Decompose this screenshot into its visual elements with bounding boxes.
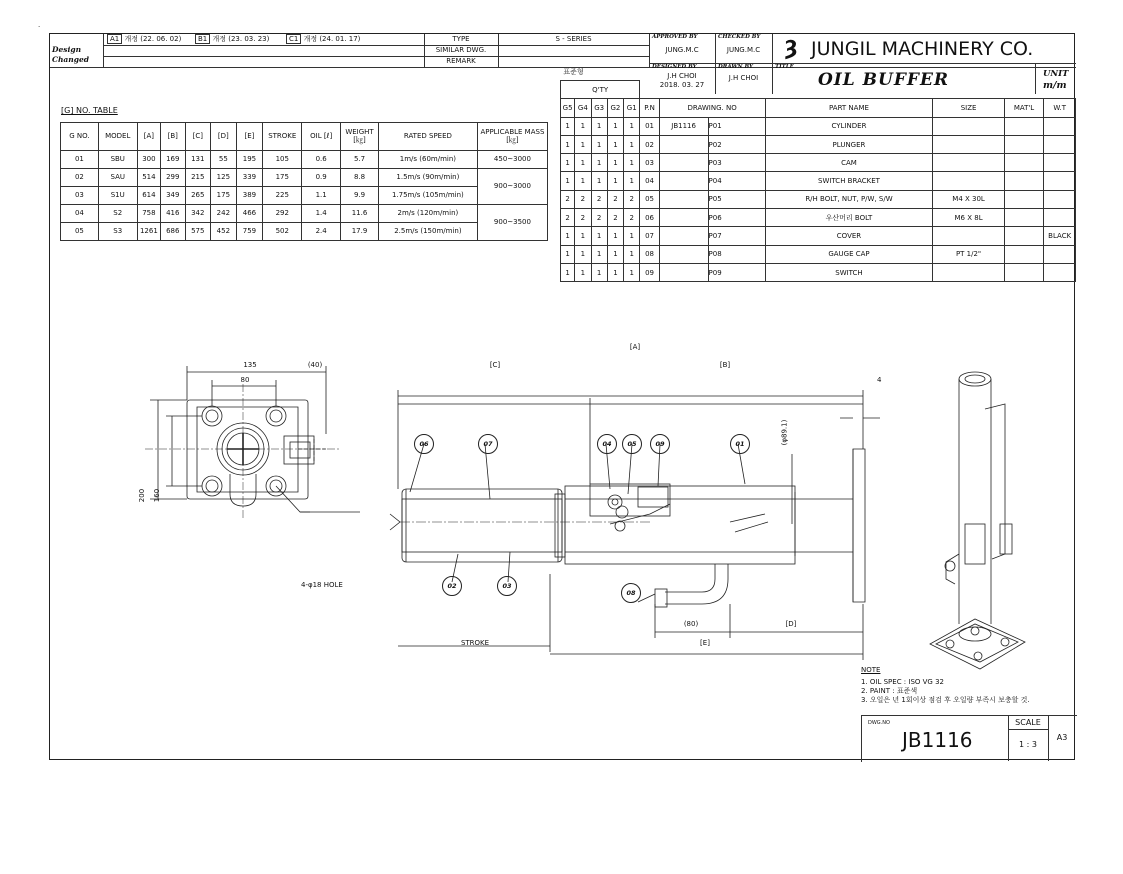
scale-value: 1 : 3 xyxy=(1019,740,1037,749)
weight-cell xyxy=(1044,135,1076,153)
material-cell xyxy=(1004,135,1044,153)
size-cell: M6 X 8L xyxy=(933,209,1004,227)
design-changed-label: Design Changed xyxy=(52,45,89,64)
material-cell xyxy=(1004,227,1044,245)
g-table-cell: 452 xyxy=(211,223,237,241)
g-table-cell: 450~3000 xyxy=(477,151,547,169)
drawing-no-cell xyxy=(659,227,708,245)
g-table-cell: 575 xyxy=(185,223,211,241)
pn-cell: 04 xyxy=(640,172,659,190)
dim-dia: (φ89.1) xyxy=(780,419,789,446)
g-table-cell: 169 xyxy=(161,151,185,169)
material-cell xyxy=(1004,209,1044,227)
g-table-cell: 0.6 xyxy=(302,151,341,169)
parts-row xyxy=(561,190,1076,208)
dim-e: [E] xyxy=(700,639,710,647)
qty-cell: 1 xyxy=(591,117,607,135)
weight-cell xyxy=(1044,172,1076,190)
weight-cell xyxy=(1044,209,1076,227)
parts-header: G1 xyxy=(624,99,640,117)
balloon-07: 07 xyxy=(478,434,498,454)
balloon-01: 01 xyxy=(730,434,750,454)
dim-80-side: (80) xyxy=(683,620,699,628)
isometric-view xyxy=(930,372,1025,669)
hole-callout: 4-φ18 HOLE xyxy=(301,581,343,589)
note-line: 2. PAINT : 표준색 xyxy=(861,687,918,695)
parts-header: P.N xyxy=(640,99,659,117)
g-table-cell: 514 xyxy=(137,169,160,187)
unit-label: UNIT xyxy=(1043,69,1069,79)
parts-table xyxy=(560,80,1076,282)
parts-header: W.T xyxy=(1044,99,1076,117)
parts-row xyxy=(561,117,1076,135)
qty-cell: 1 xyxy=(624,227,640,245)
parts-header: PART NAME xyxy=(765,99,933,117)
dim-200: 200 xyxy=(138,488,147,503)
parts-header: DRAWING. NO xyxy=(659,99,765,117)
drawing-no-cell xyxy=(659,245,708,263)
g-table-cell: 215 xyxy=(185,169,211,187)
parts-header-row xyxy=(561,99,1076,117)
g-table-header: WEIGHT [㎏] xyxy=(341,123,379,151)
g-table-row xyxy=(61,151,548,169)
weight-cell xyxy=(1044,190,1076,208)
part-code-cell: P09 xyxy=(708,263,765,281)
company-name: JUNGIL MACHINERY CO. xyxy=(811,38,1034,60)
drawing-no-cell xyxy=(659,209,708,227)
g-table-cell: 1261 xyxy=(137,223,160,241)
qty-cell: 2 xyxy=(607,190,623,208)
qty-cell: 1 xyxy=(591,154,607,172)
qty-cell: 1 xyxy=(591,227,607,245)
qty-cell: 1 xyxy=(607,172,623,190)
dim-160: 160 xyxy=(153,488,162,503)
g-table-header-row xyxy=(61,123,548,151)
pn-cell: 02 xyxy=(640,135,659,153)
type-value: S - SERIES xyxy=(555,35,592,43)
parts-row xyxy=(561,245,1076,263)
qty-cell: 1 xyxy=(607,154,623,172)
drawn-by-label: DRAWN BY xyxy=(718,64,753,70)
part-code-cell: P04 xyxy=(708,172,765,190)
weight-cell xyxy=(1044,117,1076,135)
qty-cell: 1 xyxy=(575,263,591,281)
g-table-cell: 300 xyxy=(137,151,160,169)
top-view xyxy=(145,366,360,519)
drawing-no-cell xyxy=(659,135,708,153)
balloon-04: 04 xyxy=(597,434,617,454)
drawing-no-cell xyxy=(659,172,708,190)
parts-header: MAT'L xyxy=(1004,99,1044,117)
parts-qty-row xyxy=(561,81,1076,99)
g-table-cell: S3 xyxy=(98,223,137,241)
parts-header: SIZE xyxy=(933,99,1004,117)
g-table-caption: [G] NO. TABLE xyxy=(61,106,118,115)
material-cell xyxy=(1004,245,1044,263)
g-table-cell: 175 xyxy=(263,169,302,187)
notes-title: NOTE xyxy=(861,666,881,674)
qty-cell: 1 xyxy=(575,135,591,153)
balloon-03: 03 xyxy=(497,576,517,596)
g-table-cell: 03 xyxy=(61,187,99,205)
paper-size: A3 xyxy=(1056,733,1068,742)
pn-cell: 09 xyxy=(640,263,659,281)
g-table-header: [D] xyxy=(211,123,237,151)
dim-80: 80 xyxy=(240,376,250,384)
similar-dwg-label: SIMILAR DWG. xyxy=(435,46,487,54)
g-table-header: RATED SPEED xyxy=(378,123,477,151)
pn-cell: 07 xyxy=(640,227,659,245)
qty-cell: 2 xyxy=(575,190,591,208)
g-table-cell: 175 xyxy=(211,187,237,205)
g-table-cell: 2.5m/s (150m/min) xyxy=(378,223,477,241)
g-table-cell: 292 xyxy=(263,205,302,223)
pn-cell: 08 xyxy=(640,245,659,263)
g-table-cell: 389 xyxy=(236,187,263,205)
part-name-cell: CAM xyxy=(765,154,933,172)
size-cell xyxy=(933,227,1004,245)
drawing-title: OIL BUFFER xyxy=(818,70,950,90)
g-table-cell: 8.8 xyxy=(341,169,379,187)
qty-cell: 1 xyxy=(575,227,591,245)
designed-by-name: J.H CHOI xyxy=(667,72,697,80)
part-code-cell: P03 xyxy=(708,154,765,172)
checked-by-label: CHECKED BY xyxy=(718,34,761,40)
g-table-cell: 299 xyxy=(161,169,185,187)
qty-cell: 1 xyxy=(624,245,640,263)
remark-value: 표준형 xyxy=(563,68,584,76)
part-code-cell: P08 xyxy=(708,245,765,263)
note-line: 1. OIL SPEC : ISO VG 32 xyxy=(861,678,944,686)
qty-cell: 2 xyxy=(591,190,607,208)
size-cell xyxy=(933,172,1004,190)
g-table-header: APPLICABLE MASS [㎏] xyxy=(477,123,547,151)
scale-label: SCALE xyxy=(1015,718,1041,727)
g-table-cell: SBU xyxy=(98,151,137,169)
qty-cell: 1 xyxy=(561,172,575,190)
drawing-no-cell xyxy=(659,154,708,172)
material-cell xyxy=(1004,172,1044,190)
g-table-cell: 5.7 xyxy=(341,151,379,169)
g-table-cell: 342 xyxy=(185,205,211,223)
revision-a1: A1 개정 (22. 06. 02) xyxy=(107,36,181,43)
qty-cell: 1 xyxy=(591,135,607,153)
parts-header: G5 xyxy=(561,99,575,117)
size-cell xyxy=(933,154,1004,172)
part-name-cell: COVER xyxy=(765,227,933,245)
pn-cell: 05 xyxy=(640,190,659,208)
qty-cell: 1 xyxy=(561,135,575,153)
parts-row xyxy=(561,227,1076,245)
approved-by-value: JUNG.M.C xyxy=(665,46,699,54)
drawing-no-cell xyxy=(659,190,708,208)
dim-d: [D] xyxy=(785,620,797,628)
designed-by-date: 2018. 03. 27 xyxy=(659,81,705,89)
g-table-cell: 416 xyxy=(161,205,185,223)
g-table-cell: 265 xyxy=(185,187,211,205)
part-code-cell: P06 xyxy=(708,209,765,227)
drawing-sheet xyxy=(49,33,1075,760)
g-table-cell: 1.5m/s (90m/min) xyxy=(378,169,477,187)
g-table-cell: 1.4 xyxy=(302,205,341,223)
g-table-cell: 05 xyxy=(61,223,99,241)
sheet-corner-mark: . xyxy=(38,21,41,29)
g-table xyxy=(60,122,548,241)
qty-label: Q'TY xyxy=(561,81,640,99)
g-table-row xyxy=(61,169,548,187)
parts-header: G2 xyxy=(607,99,623,117)
approved-by-label: APPROVED BY xyxy=(652,34,698,40)
checked-by-value: JUNG.M.C xyxy=(726,46,761,54)
g-table-cell: 466 xyxy=(236,205,263,223)
g-table-cell: 614 xyxy=(137,187,160,205)
g-table-cell: 1.75m/s (105m/min) xyxy=(378,187,477,205)
revision-b1: B1 개정 (23. 03. 23) xyxy=(195,36,269,43)
material-cell xyxy=(1004,154,1044,172)
part-name-cell: GAUGE CAP xyxy=(765,245,933,263)
g-table-cell: S2 xyxy=(98,205,137,223)
g-table-cell: 131 xyxy=(185,151,211,169)
dim-b: [B] xyxy=(719,361,731,369)
part-code-cell: P07 xyxy=(708,227,765,245)
g-table-cell: 758 xyxy=(137,205,160,223)
qty-cell: 2 xyxy=(624,209,640,227)
qty-cell: 1 xyxy=(561,263,575,281)
revision-c1: C1 개정 (24. 01. 17) xyxy=(286,36,360,43)
dim-135: 135 xyxy=(243,361,257,369)
qty-cell: 1 xyxy=(561,245,575,263)
dim-stroke: STROKE xyxy=(460,639,490,647)
size-cell: M4 X 30L xyxy=(933,190,1004,208)
qty-cell: 1 xyxy=(607,263,623,281)
material-cell xyxy=(1004,117,1044,135)
qty-cell: 1 xyxy=(624,117,640,135)
qty-cell: 1 xyxy=(591,263,607,281)
dim-4: 4 xyxy=(877,376,882,384)
g-table-header: MODEL xyxy=(98,123,137,151)
size-cell: PT 1/2" xyxy=(933,245,1004,263)
qty-cell: 2 xyxy=(624,190,640,208)
qty-cell: 1 xyxy=(575,117,591,135)
g-table-cell: 9.9 xyxy=(341,187,379,205)
qty-cell: 2 xyxy=(607,209,623,227)
g-table-cell: 55 xyxy=(211,151,237,169)
pn-cell: 01 xyxy=(640,117,659,135)
g-table-cell: 349 xyxy=(161,187,185,205)
parts-row xyxy=(561,209,1076,227)
g-table-row xyxy=(61,187,548,205)
qty-cell: 1 xyxy=(575,245,591,263)
qty-cell: 1 xyxy=(624,172,640,190)
material-cell xyxy=(1004,190,1044,208)
drawn-by-value: J.H CHOI xyxy=(728,74,759,82)
g-table-header: [A] xyxy=(137,123,160,151)
part-code-cell: P01 xyxy=(708,117,765,135)
parts-row xyxy=(561,172,1076,190)
g-table-cell: 125 xyxy=(211,169,237,187)
drawing-no-cell: JB1116 xyxy=(659,117,708,135)
g-table-cell: 1.1 xyxy=(302,187,341,205)
g-table-cell: 900~3500 xyxy=(477,205,547,241)
balloon-05: 05 xyxy=(622,434,642,454)
g-table-cell: 900~3000 xyxy=(477,169,547,205)
balloon-02: 02 xyxy=(442,576,462,596)
g-table-cell: 1m/s (60m/min) xyxy=(378,151,477,169)
dwg-no-label: DWG.NO xyxy=(868,720,890,726)
g-table-header: G NO. xyxy=(61,123,99,151)
g-table-cell: 02 xyxy=(61,169,99,187)
title-label: TITLE xyxy=(775,64,794,70)
part-name-cell: 우산머리 BOLT xyxy=(765,209,933,227)
note-line: 3. 오일은 년 1회이상 점검 후 오일량 부족시 보충할 것. xyxy=(861,696,1030,704)
qty-cell: 1 xyxy=(607,245,623,263)
company-logo: Ȝ xyxy=(784,36,798,60)
qty-cell: 1 xyxy=(624,135,640,153)
g-table-cell: 2.4 xyxy=(302,223,341,241)
qty-cell: 1 xyxy=(607,117,623,135)
g-table-cell: 0.9 xyxy=(302,169,341,187)
dim-c: [C] xyxy=(489,361,501,369)
qty-cell: 1 xyxy=(607,135,623,153)
weight-cell: BLACK xyxy=(1044,227,1076,245)
g-table-cell: 759 xyxy=(236,223,263,241)
type-label: TYPE xyxy=(452,35,470,43)
dwg-no-value: JB1116 xyxy=(902,728,973,752)
dim-40: (40) xyxy=(307,361,323,369)
qty-cell: 2 xyxy=(561,190,575,208)
g-table-header: [C] xyxy=(185,123,211,151)
qty-cell: 1 xyxy=(575,154,591,172)
weight-cell xyxy=(1044,245,1076,263)
g-table-cell: 225 xyxy=(263,187,302,205)
g-table-header: [B] xyxy=(161,123,185,151)
pn-cell: 03 xyxy=(640,154,659,172)
g-table-cell: 195 xyxy=(236,151,263,169)
qty-cell: 1 xyxy=(607,227,623,245)
technical-drawing xyxy=(50,274,1074,874)
parts-header: G3 xyxy=(591,99,607,117)
part-name-cell: R/H BOLT, NUT, P/W, S/W xyxy=(765,190,933,208)
remark-label: REMARK xyxy=(446,57,476,65)
balloon-08: 08 xyxy=(621,583,641,603)
part-code-cell: P05 xyxy=(708,190,765,208)
part-name-cell: PLUNGER xyxy=(765,135,933,153)
qty-cell: 2 xyxy=(591,209,607,227)
g-table-header: [E] xyxy=(236,123,263,151)
g-table-cell: S1U xyxy=(98,187,137,205)
designed-by-label: DESIGNED BY xyxy=(652,64,697,70)
g-table-cell: 502 xyxy=(263,223,302,241)
parts-row xyxy=(561,154,1076,172)
dim-a: [A] xyxy=(629,343,641,351)
parts-header: G4 xyxy=(575,99,591,117)
g-table-cell: 17.9 xyxy=(341,223,379,241)
pn-cell: 06 xyxy=(640,209,659,227)
weight-cell xyxy=(1044,154,1076,172)
qty-cell: 1 xyxy=(561,154,575,172)
qty-cell: 1 xyxy=(591,245,607,263)
g-table-cell: 2m/s (120m/min) xyxy=(378,205,477,223)
qty-cell: 1 xyxy=(561,117,575,135)
size-cell xyxy=(933,117,1004,135)
part-name-cell: CYLINDER xyxy=(765,117,933,135)
qty-cell: 1 xyxy=(624,154,640,172)
part-name-cell: SWITCH xyxy=(765,263,933,281)
qty-cell: 2 xyxy=(561,209,575,227)
g-table-header: OIL [ℓ] xyxy=(302,123,341,151)
g-table-header: STROKE xyxy=(263,123,302,151)
balloon-06: 06 xyxy=(414,434,434,454)
qty-cell: 1 xyxy=(561,227,575,245)
g-table-cell: 11.6 xyxy=(341,205,379,223)
g-table-cell: SAU xyxy=(98,169,137,187)
side-view xyxy=(390,390,880,660)
part-name-cell: SWITCH BRACKET xyxy=(765,172,933,190)
g-table-cell: 105 xyxy=(263,151,302,169)
parts-row xyxy=(561,135,1076,153)
part-code-cell: P02 xyxy=(708,135,765,153)
g-table-cell: 242 xyxy=(211,205,237,223)
qty-cell: 1 xyxy=(591,172,607,190)
g-table-row xyxy=(61,205,548,223)
g-table-row xyxy=(61,223,548,241)
qty-cell: 1 xyxy=(624,263,640,281)
unit-value: m/m xyxy=(1043,80,1067,91)
g-table-cell: 686 xyxy=(161,223,185,241)
balloon-09: 09 xyxy=(650,434,670,454)
g-table-cell: 04 xyxy=(61,205,99,223)
g-table-cell: 339 xyxy=(236,169,263,187)
qty-cell: 1 xyxy=(575,172,591,190)
g-table-cell: 01 xyxy=(61,151,99,169)
qty-cell: 2 xyxy=(575,209,591,227)
size-cell xyxy=(933,135,1004,153)
